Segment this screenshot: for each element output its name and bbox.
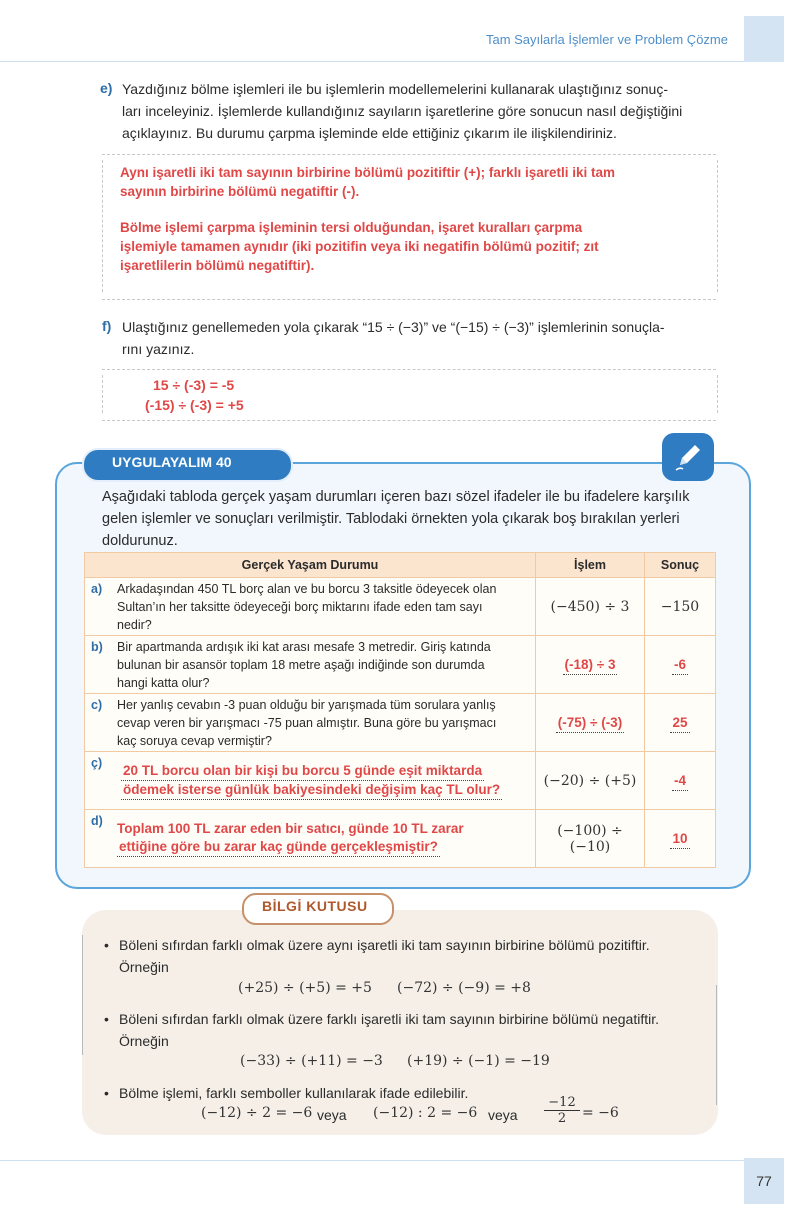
- bullet-dot: •: [104, 937, 109, 953]
- bullet-dot: •: [104, 1085, 109, 1101]
- row-operation: [536, 694, 645, 752]
- row-result: [645, 636, 716, 694]
- row-result: [645, 752, 716, 810]
- row-operation: [536, 636, 645, 694]
- situation-line: 20 TL borcu olan bir kişi bu borcu 5 günde eşit miktarda: [121, 762, 484, 781]
- question-e-letter: e): [100, 80, 113, 96]
- intro-line: doldurunuz.: [102, 533, 178, 549]
- question-e-line: Yazdığınız bölme işlemleri ile bu işlemlerin modellemelerini kullanarak ulaştığınız sonuç-: [122, 81, 668, 97]
- situation-line: Sultan’ın her taksitte ödeyeceği borç miktarını ifade eden tam sayı: [117, 599, 483, 614]
- situation-line: cevap veren bir yarışmacı -75 puan almıştır. Buna göre bu yarışmacı: [117, 715, 497, 730]
- question-f-text: [122, 316, 732, 360]
- situation-line: nedir?: [117, 617, 152, 632]
- table-row: [85, 636, 716, 694]
- table-row: [85, 694, 716, 752]
- answer-line: sayının birbirine bölümü negatiftir (-).: [120, 184, 360, 199]
- footer-rule: [0, 1160, 744, 1161]
- table-row: [85, 752, 716, 810]
- row-situation: [111, 636, 536, 694]
- result-value: 10: [670, 829, 689, 849]
- fraction-numerator: −12: [544, 1095, 580, 1111]
- answer-f-1: 15 ÷ (-3) = -5: [153, 377, 235, 393]
- result-value: 25: [670, 713, 689, 733]
- row-operation: [536, 578, 645, 636]
- fraction-result: = −6: [582, 1105, 619, 1121]
- page-number: 77: [744, 1158, 784, 1204]
- situation-line: Arkadaşından 450 TL borç alan ve bu borcu 3 taksitle ödeyecek olan: [117, 581, 497, 596]
- example-3a: (−12) ÷ 2 = −6: [201, 1105, 313, 1121]
- info-text: Böleni sıfırdan farklı olmak üzere aynı işaretli iki tam sayının birbirine bölümü pozitiftir.: [119, 937, 650, 953]
- row-label: d): [85, 810, 112, 868]
- header-rule: [0, 61, 744, 62]
- operation-value: (−450) ÷ 3: [550, 598, 630, 615]
- table-header-row: [85, 553, 716, 578]
- answer-e-1: [120, 163, 615, 201]
- row-result: [645, 810, 716, 868]
- info-bullet-1: [119, 934, 714, 978]
- row-situation: [111, 694, 536, 752]
- answer-f-2: (-15) ÷ (-3) = +5: [145, 397, 244, 413]
- result-value: −150: [660, 598, 700, 615]
- col-header-situation: Gerçek Yaşam Durumu: [85, 553, 536, 578]
- situation-line: Her yanlış cevabın -3 puan olduğu bir yarışmada tüm sorulara yanlış: [117, 697, 496, 712]
- situation-line: ödemek isterse günlük bakiyesindeki değişim kaç TL olur?: [121, 781, 502, 800]
- bullet-dot: •: [104, 1011, 109, 1027]
- answer-line: Bölme işlemi çarpma işleminin tersi olduğundan, işaret kuralları çarpma: [120, 220, 583, 235]
- info-bullet-3: Bölme işlemi, farklı semboller kullanılarak ifade edilebilir.: [119, 1085, 469, 1101]
- row-label: b): [85, 636, 112, 694]
- answer-e-2: [120, 218, 599, 275]
- info-bullet-2: [119, 1008, 714, 1052]
- veya-label: veya: [317, 1107, 347, 1123]
- veya-label: veya: [488, 1107, 518, 1123]
- situation-line: hangi katta olur?: [117, 675, 210, 690]
- row-operation: [536, 810, 645, 868]
- example-2b: (+19) ÷ (−1) = −19: [407, 1053, 550, 1069]
- row-operation: [536, 752, 645, 810]
- info-text: Böleni sıfırdan farklı olmak üzere farklı işaretli iki tam sayının birbirine bölümü negatiftir.: [119, 1011, 660, 1027]
- row-result: [645, 578, 716, 636]
- pencil-icon: [662, 433, 714, 481]
- info-box-title: BİLGİ KUTUSU: [262, 898, 368, 914]
- row-situation: [111, 810, 536, 868]
- situation-line: kaç soruya cevap vermiştir?: [117, 733, 272, 748]
- col-header-operation: İşlem: [536, 553, 645, 578]
- question-e-line: açıklayınız. Bu durumu çarpma işleminde elde ettiğiniz çıkarım ile ilişkilendiriniz.: [122, 125, 617, 141]
- question-e-text: [122, 78, 732, 144]
- operation-value: (−20) ÷ (+5): [543, 772, 637, 789]
- operation-value: (-75) ÷ (-3): [556, 713, 624, 733]
- table-row: [85, 810, 716, 868]
- row-situation: [111, 752, 536, 810]
- row-result: [645, 694, 716, 752]
- situation-line: ettiğine göre bu zarar kaç günde gerçekleşmiştir?: [117, 838, 440, 857]
- row-label: c): [85, 694, 112, 752]
- real-life-table: [84, 552, 716, 868]
- situation-line: bulunan bir asansör toplam 18 metre aşağı indiğinde son durumda: [117, 657, 485, 672]
- row-label: a): [85, 578, 112, 636]
- result-value: -6: [672, 655, 688, 675]
- example-3b: (−12) : 2 = −6: [373, 1105, 478, 1121]
- question-e-line: ları inceleyiniz. İşlemlerde kullandığınız sayıların işaretlerine göre sonucun nasıl değiştiğini: [122, 103, 683, 119]
- info-box-rule-left: [82, 935, 83, 1055]
- question-f-line: Ulaştığınız genellemeden yola çıkarak “15 ÷ (−3)” ve “(−15) ÷ (−3)” işlemlerinin sonuçla-: [122, 319, 665, 335]
- situation-line: Bir apartmanda ardışık iki kat arası mesafe 3 metredir. Giriş katında: [117, 639, 491, 654]
- situation-line: Toplam 100 TL zarar eden bir satıcı, günde 10 TL zarar: [117, 821, 464, 836]
- example-1a: (+25) ÷ (+5) = +5: [238, 980, 372, 996]
- example-label: Örneğin: [119, 959, 169, 975]
- col-header-result: Sonuç: [645, 553, 716, 578]
- exercise-title: UYGULAYALIM 40: [112, 454, 232, 470]
- info-box-rule-right: [716, 985, 717, 1105]
- intro-line: Aşağıdaki tabloda gerçek yaşam durumları içeren bazı sözel ifadeler ile bu ifadelere karşılık: [102, 489, 690, 505]
- table-row: [85, 578, 716, 636]
- operation-value: (-18) ÷ 3: [563, 655, 618, 675]
- example-1b: (−72) ÷ (−9) = +8: [397, 980, 531, 996]
- chapter-title: Tam Sayılarla İşlemler ve Problem Çözme: [485, 32, 728, 47]
- exercise-intro: [102, 486, 718, 552]
- result-value: -4: [672, 771, 688, 791]
- fraction-denominator: 2: [557, 1111, 567, 1126]
- row-label: ç): [85, 752, 112, 810]
- intro-line: gelen işlemler ve sonuçları verilmiştir. Tablodaki örnekten yola çıkarak boş bırakılan yerleri: [102, 511, 680, 527]
- row-situation: [111, 578, 536, 636]
- operation-value: (−100) ÷ (−10): [557, 822, 623, 855]
- fraction: [544, 1095, 580, 1127]
- question-f-letter: f): [102, 318, 112, 334]
- answer-line: işlemiyle tamamen aynıdır (iki pozitifin veya iki negatifin bölümü pozitif; zıt: [120, 239, 599, 254]
- example-label: Örneğin: [119, 1033, 169, 1049]
- question-f-line: rını yazınız.: [122, 341, 195, 357]
- answer-line: işaretlilerin bölümü negatiftir).: [120, 258, 315, 273]
- answer-line: Aynı işaretli iki tam sayının birbirine bölümü pozitiftir (+); farklı işaretli iki tam: [120, 165, 615, 180]
- header-tab: [744, 16, 784, 62]
- example-2a: (−33) ÷ (+11) = −3: [240, 1053, 383, 1069]
